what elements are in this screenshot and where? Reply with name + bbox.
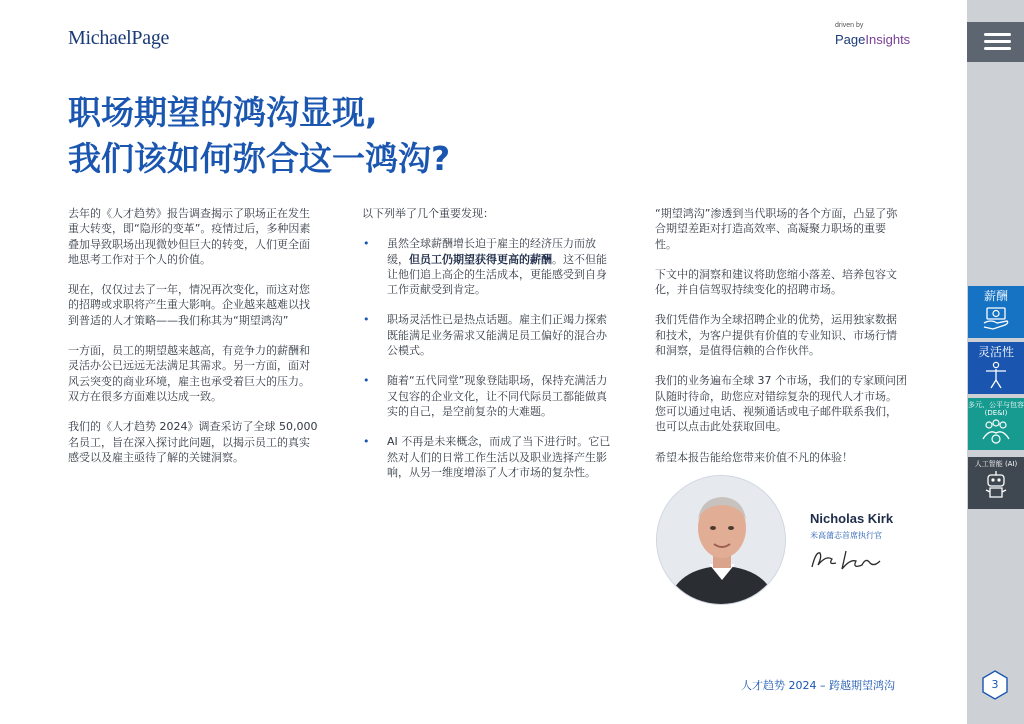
- page-title: [68, 90, 628, 182]
- findings-column: [362, 206, 612, 495]
- finding-ai: • AI 不再是未来概念，而成了当下进行时。它已然对人们的日常工作生活以及职业选择产生影响，从另一维度增添了人才市场的复杂性。: [362, 434, 612, 480]
- signatory-role: 米高蒲志首席执行官: [810, 531, 882, 540]
- intro-paragraph-2: 现在，仅仅过去了一年，情况再次变化，而这对您的招聘或求职将产生重大影响。企业越来越难以找到普适的人才策略——我们称其为“期望鸿沟”: [68, 283, 310, 327]
- sidebar-tab-ai[interactable]: [968, 457, 1024, 509]
- finding-salary-post: 。这不但能让他们追上高企的生活成本，更能感受到自身工作贡献受到肯定。: [387, 252, 607, 297]
- people-icon: [980, 419, 1012, 445]
- page-number: 3: [991, 678, 999, 691]
- sidebar-tab-salary-label: 薪酬: [983, 289, 1008, 303]
- page-title-line-1: 职场期望的鸿沟显现,: [68, 93, 378, 132]
- michael-page-logo[interactable]: MichaelPage: [68, 27, 170, 49]
- finding-salary-bold: 但员工仍期望获得更高的薪酬: [409, 252, 552, 266]
- findings-list: [362, 236, 612, 480]
- intro-paragraph-3: 一方面，员工的期望越来越高，有竞争力的薪酬和灵活办公已远远无法满足其需求。另一方面，面对风云突变的商业环境，雇主也承受着巨大的压力。双方在很多方面难以达成一致。: [68, 344, 310, 403]
- robot-icon: [980, 470, 1012, 500]
- sidebar-tab-dei[interactable]: [968, 398, 1024, 450]
- closing-paragraph-4: 我们的业务遍布全球 37 个市场，我们的专家顾问团队随时待命，助您应对错综复杂的现代人才市场。您可以通过电话、视频通话或电子邮件联系我们，也可以点击此处获取回电。: [655, 374, 907, 434]
- closing-column: [655, 206, 907, 480]
- closing-paragraph-5: 希望本报告能给您带来价值不凡的体验！: [655, 450, 853, 464]
- driven-by-label: driven by: [835, 22, 864, 29]
- sidebar-tab-ai-label: 人工智能 (AI): [974, 460, 1018, 468]
- hamburger-menu-button[interactable]: [967, 22, 1024, 62]
- finding-generations: • 随着“五代同堂”现象登陆职场，保持充满活力又包容的企业文化，让不同代际员工都能做真实的自己，是空前复杂的大难题。: [362, 373, 612, 419]
- closing-paragraph-2: 下文中的洞察和建议将助您缩小落差、培养包容文化，并自信驾驭持续变化的招聘市场。: [655, 267, 897, 297]
- finding-salary: [362, 236, 612, 297]
- closing-paragraph-1: “期望鸿沟”渗透到当代职场的各个方面，凸显了弥合期望差距对打造高效率、高凝聚力职场的重要性。: [655, 207, 898, 251]
- finding-flexibility: • 职场灵活性已是热点话题。雇主们正竭力探索既能满足业务需求又能满足员工偏好的混合办公模式。: [362, 312, 612, 358]
- sidebar-tab-flexibility-label: 灵活性: [977, 345, 1014, 359]
- salary-icon: [981, 305, 1011, 331]
- menu-icon-bar-2: [984, 40, 1011, 43]
- signatory-name: Nicholas Kirk: [810, 511, 894, 526]
- page-insights-logo-b: Insights: [865, 32, 911, 47]
- page-insights-logo[interactable]: [835, 32, 910, 47]
- page-insights-logo-a: Page: [835, 32, 866, 47]
- page-number-badge: [982, 670, 1008, 700]
- menu-icon: [984, 33, 1011, 36]
- footer-caption: 人才趋势 2024 – 跨越期望鸿沟: [741, 679, 895, 692]
- sidebar-tab-flexibility[interactable]: [968, 342, 1024, 394]
- page-title-line-2: 我们该如何弥合这一鸿沟?: [68, 139, 451, 178]
- intro-paragraph-1: 去年的《人才趋势》报告调查揭示了职场正在发生重大转变，即“隐形的变革”。疫情过后，多种因素叠加导致职场出现微妙但巨大的转变，人们更全面地思考工作对于个人的价值。: [68, 207, 311, 266]
- finding-salary-pre: 虽然全球薪酬增长迫于雇主的经济压力而放缓，: [387, 237, 596, 266]
- intro-paragraph-4: 我们的《人才趋势 2024》调查采访了全球 50,000 名员工，旨在深入探讨此问题，以揭示员工的真实感受以及雇主亟待了解的关键洞察。: [68, 420, 318, 464]
- closing-paragraph-3: 我们凭借作为全球招聘企业的优势，运用独家数据和技术，为客户提供有价值的专业知识、市场行情和洞察，是值得信赖的合作伙伴。: [655, 313, 897, 358]
- sidebar-tab-dei-label: 多元、公平与包容 (DE&I): [968, 401, 1024, 417]
- findings-intro: 以下列举了几个重要发现：: [362, 207, 494, 220]
- menu-icon-bar-3: [984, 47, 1011, 50]
- flexibility-icon: [981, 361, 1011, 389]
- sidebar-tab-salary[interactable]: [968, 286, 1024, 338]
- handwritten-signature: [806, 545, 886, 575]
- ceo-portrait: [656, 475, 786, 605]
- intro-column: [68, 206, 320, 480]
